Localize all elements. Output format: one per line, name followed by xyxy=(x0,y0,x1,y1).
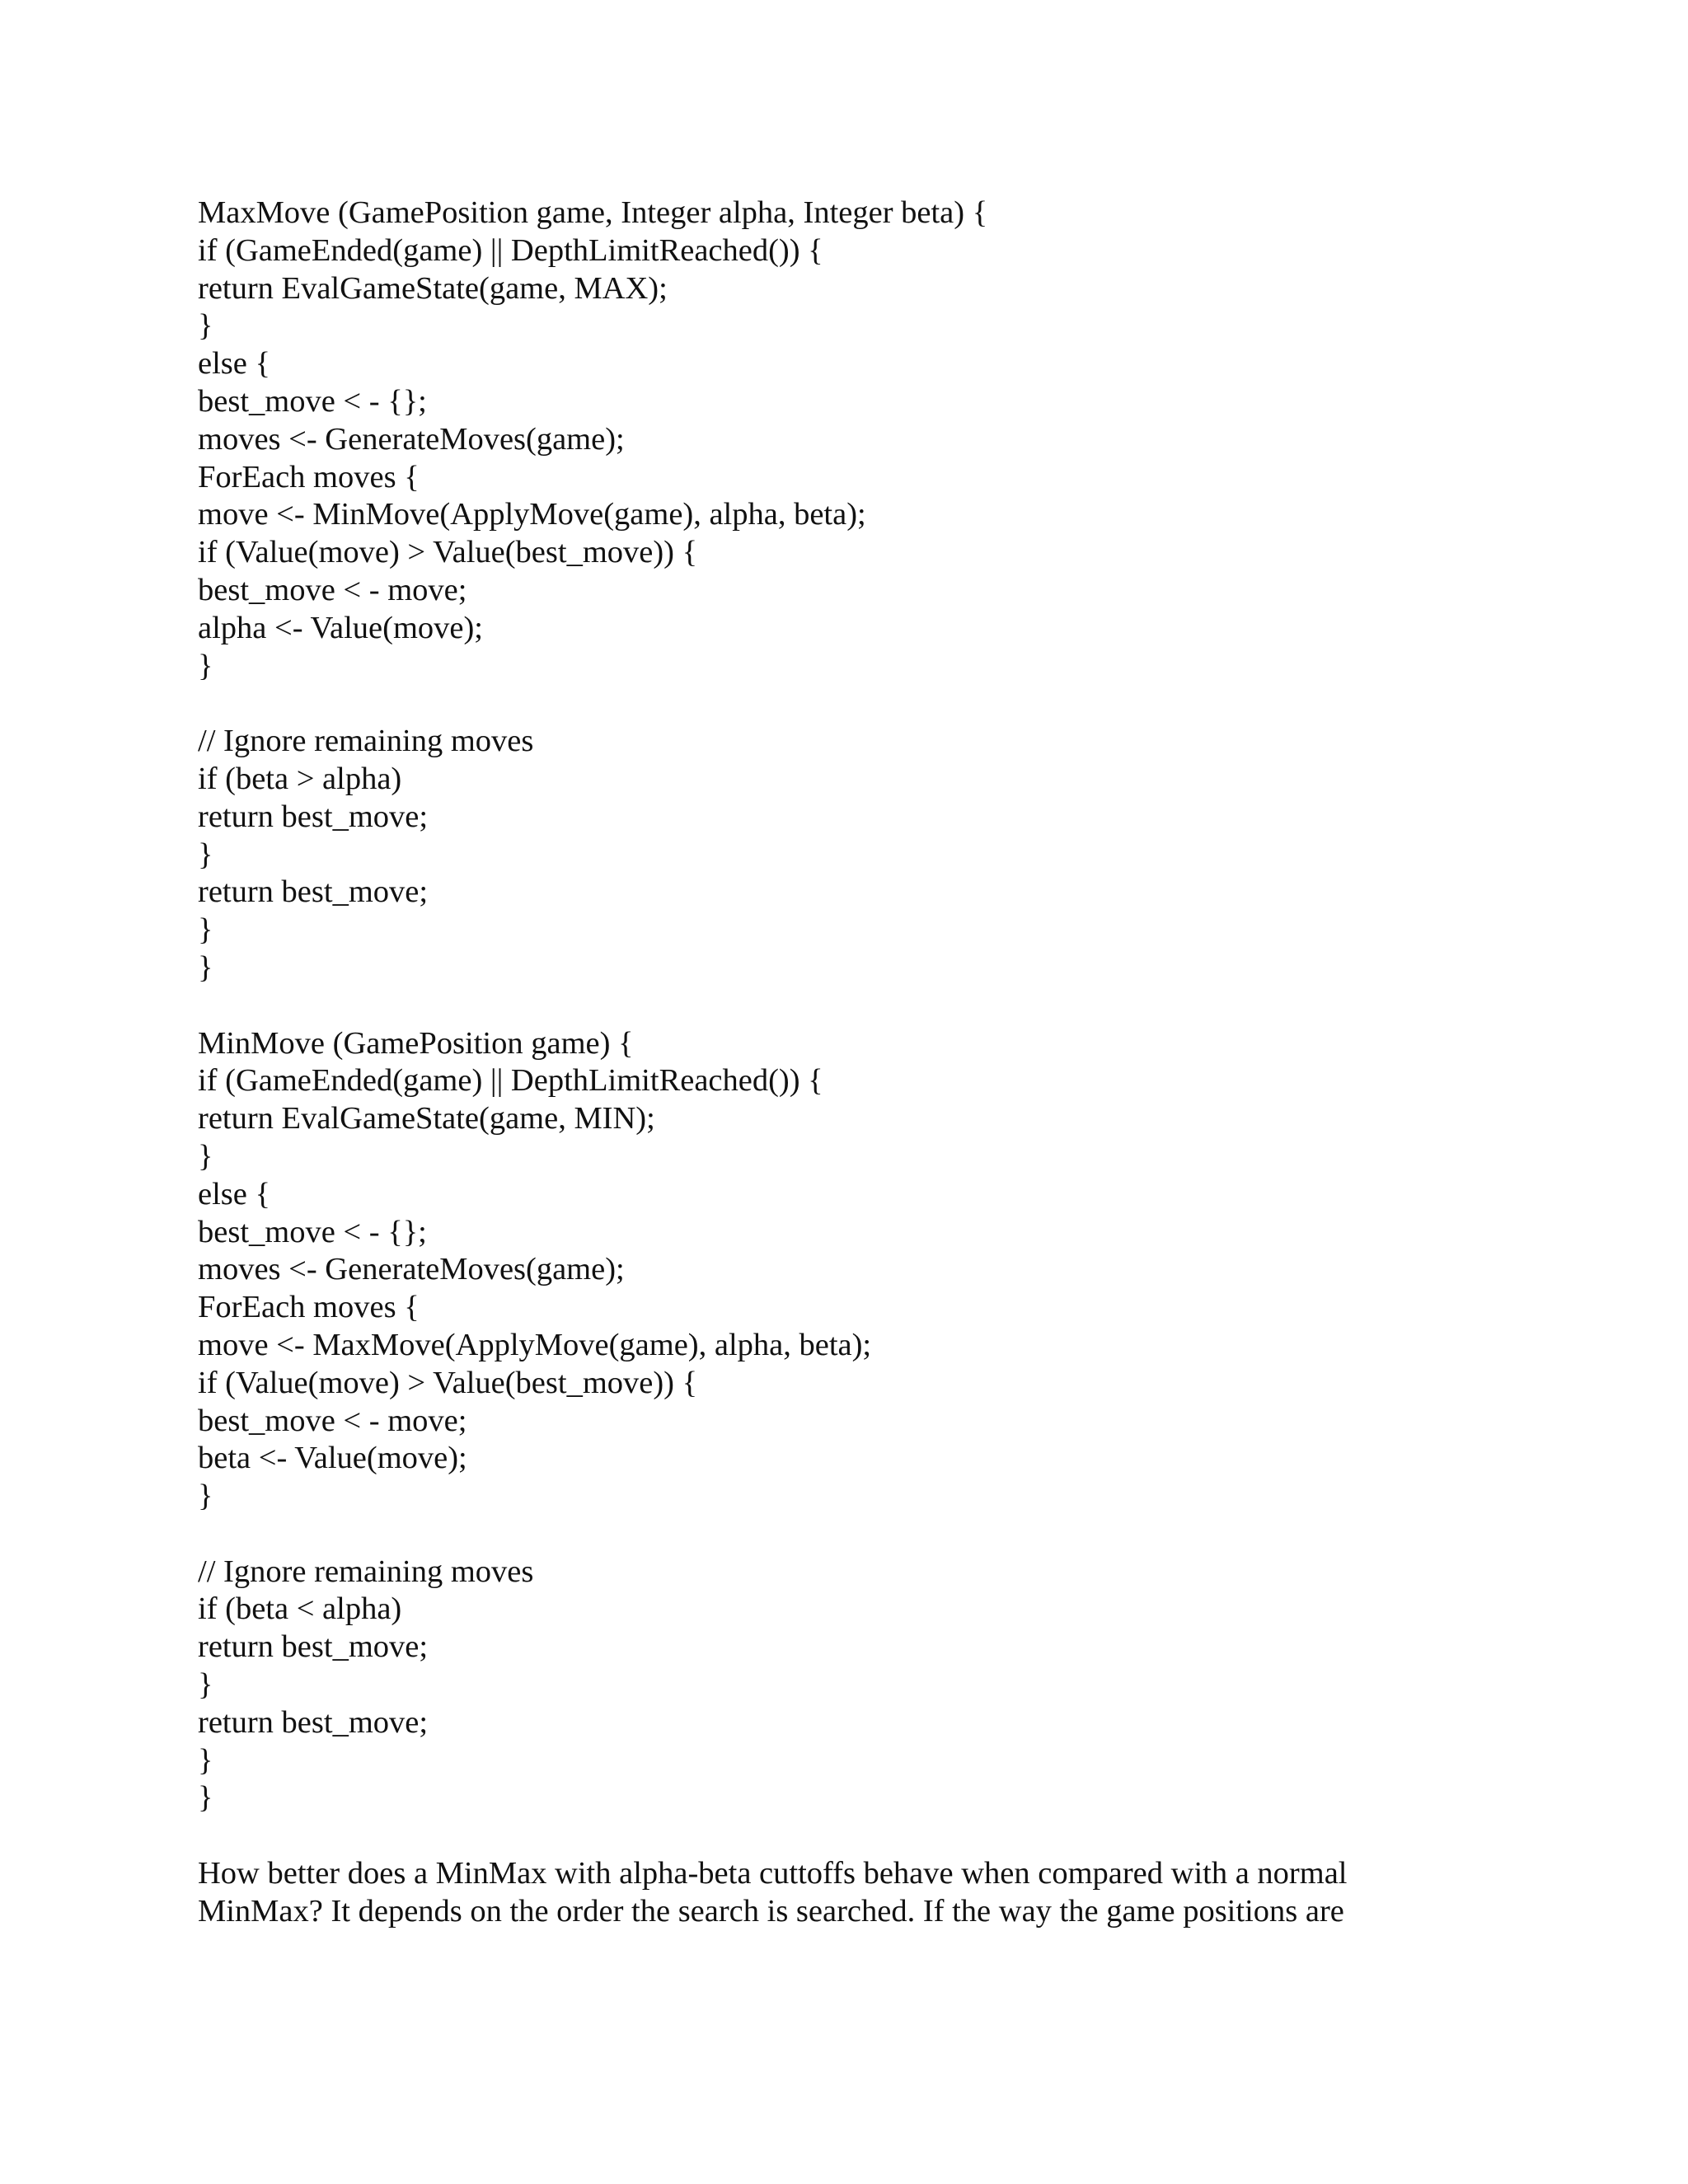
paragraph-line: How better does a MinMax with alpha-beta cuttoffs behave when compared with a normal xyxy=(198,1856,1348,1891)
code-line: return best_move; xyxy=(198,799,429,834)
code-line: ForEach moves { xyxy=(198,1290,420,1325)
code-line: MinMove (GamePosition game) { xyxy=(198,1025,634,1061)
code-block-minmove xyxy=(198,1025,1484,1818)
code-line: moves <- GenerateMoves(game); xyxy=(198,421,625,457)
code-line: alpha <- Value(move); xyxy=(198,610,483,645)
code-line: if (GameEnded(game) || DepthLimitReached()) { xyxy=(198,232,823,268)
code-line: } xyxy=(198,1667,213,1703)
code-line: } xyxy=(198,1780,213,1816)
blank-line xyxy=(198,987,1484,1025)
code-line: } xyxy=(198,949,213,985)
code-line: return EvalGameState(game, MIN); xyxy=(198,1101,655,1137)
code-line: MaxMove (GamePosition game, Integer alpha, Integer beta) { xyxy=(198,195,988,230)
code-line: else { xyxy=(198,1176,270,1212)
code-line: best_move < - move; xyxy=(198,1403,467,1438)
code-line: else { xyxy=(198,346,270,382)
body-paragraph xyxy=(198,1855,1484,1931)
code-line: } xyxy=(198,1479,213,1514)
code-line: best_move < - {}; xyxy=(198,383,427,419)
document-content xyxy=(198,194,1484,1931)
code-line: return best_move; xyxy=(198,1629,429,1665)
code-block-maxmove xyxy=(198,194,1484,987)
paragraph-line: MinMax? It depends on the order the search is searched. If the way the game positions are xyxy=(198,1893,1344,1929)
code-line: if (GameEnded(game) || DepthLimitReached()) { xyxy=(198,1063,823,1099)
code-line: move <- MaxMove(ApplyMove(game), alpha, beta); xyxy=(198,1327,872,1362)
code-line: } xyxy=(198,648,213,683)
code-line: best_move < - move; xyxy=(198,572,467,607)
code-comment: // Ignore remaining moves xyxy=(198,1554,534,1589)
code-line: } xyxy=(198,912,213,948)
code-line: best_move < - {}; xyxy=(198,1214,427,1249)
code-line: if (beta > alpha) xyxy=(198,761,402,796)
code-line: } xyxy=(198,837,213,872)
code-line: move <- MinMove(ApplyMove(game), alpha, beta); xyxy=(198,497,866,532)
code-line: beta <- Value(move); xyxy=(198,1441,467,1476)
code-line: } xyxy=(198,1742,213,1778)
code-comment: // Ignore remaining moves xyxy=(198,724,534,759)
code-line: } xyxy=(198,1138,213,1174)
code-line: if (Value(move) > Value(best_move)) { xyxy=(198,535,698,570)
code-line: } xyxy=(198,308,213,344)
code-line: return best_move; xyxy=(198,1704,429,1740)
code-line-blank xyxy=(198,685,1484,723)
code-line: return EvalGameState(game, MAX); xyxy=(198,270,668,306)
code-line-blank xyxy=(198,1516,1484,1554)
code-line: ForEach moves { xyxy=(198,459,420,494)
blank-line xyxy=(198,1817,1484,1855)
code-line: moves <- GenerateMoves(game); xyxy=(198,1252,625,1287)
code-line: if (beta < alpha) xyxy=(198,1591,402,1627)
code-line: if (Value(move) > Value(best_move)) { xyxy=(198,1365,698,1400)
code-line: return best_move; xyxy=(198,874,429,910)
